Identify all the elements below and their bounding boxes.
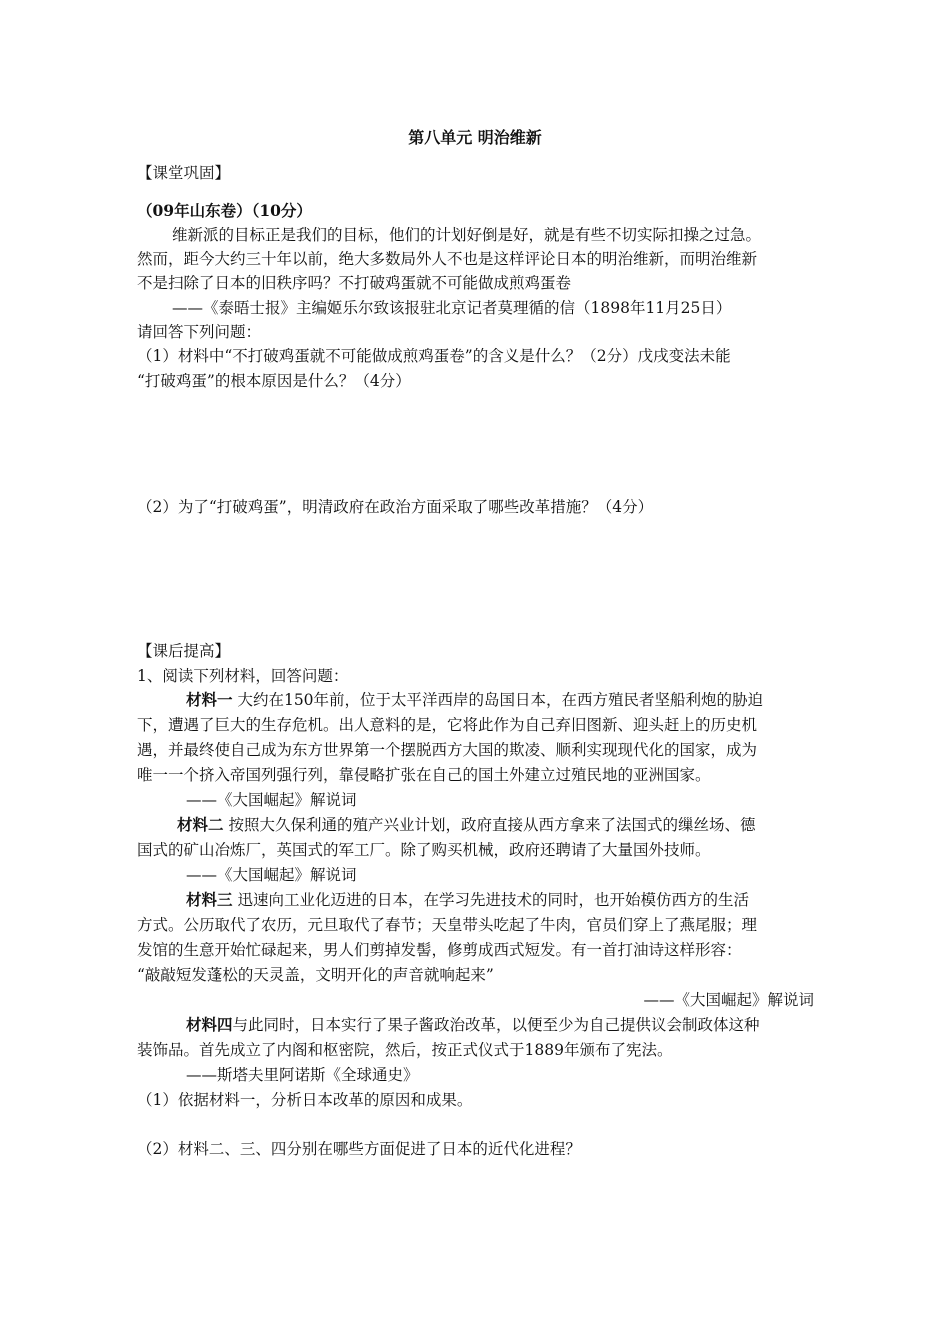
material-1-text: 大约在150年前，位于太平洋西岸的岛国日本，在西方殖民者坚船利炮的胁迫	[237, 691, 764, 709]
material-2-attribution: ——《大国崛起》解说词	[186, 866, 357, 884]
material-2-line	[177, 814, 755, 836]
material-1-attribution: ——《大国崛起》解说词	[186, 791, 357, 809]
material-1-line: 下，遭遇了巨大的生存危机。出人意料的是，它将此作为自己弃旧图新、迎头赶上的历史机	[137, 716, 758, 734]
passage-line: 不是扫除了日本的旧秩序吗？不打破鸡蛋就不可能做成煎鸡蛋卷	[137, 274, 572, 292]
material-3-line: “敲敲短发蓬松的天灵盖，文明开化的声音就响起来”	[137, 966, 494, 984]
question-2: （2）为了“打破鸡蛋”，明清政府在政治方面采取了哪些改革措施？（4分）	[137, 498, 654, 516]
material-4-line: 装饰品。首先成立了内阁和枢密院，然后，按正式仪式于1889年颁布了宪法。	[137, 1041, 673, 1059]
page-title: 第八单元 明治维新	[408, 128, 542, 147]
material-3-line: 发馆的生意开始忙碌起来，男人们剪掉发髻，修剪成西式短发。有一首打油诗这样形容：	[137, 941, 742, 959]
material-1-label: 材料一	[186, 690, 233, 709]
material-3-label: 材料三	[186, 890, 233, 909]
material-2-line: 国式的矿山冶炼厂，英国式的军工厂。除了购买机械，政府还聘请了大量国外技师。	[137, 841, 711, 859]
material-1-line: 唯一一个挤入帝国列强行列，靠侵略扩张在自己的国土外建立过殖民地的亚洲国家。	[137, 766, 711, 784]
after-class-question-2: （2）材料二、三、四分别在哪些方面促进了日本的近代化进程？	[137, 1140, 581, 1158]
material-4-label: 材料四	[186, 1015, 233, 1034]
material-4-attribution: ——斯塔夫里阿诺斯《全球通史》	[186, 1066, 419, 1084]
material-3-attribution: ——《大国崛起》解说词	[643, 991, 814, 1009]
question-1-line: “打破鸡蛋”的根本原因是什么？（4分）	[137, 372, 411, 390]
section-heading-after-class: 【课后提高】	[137, 642, 231, 660]
after-class-question-1: （1）依据材料一，分析日本改革的原因和成果。	[137, 1091, 473, 1109]
passage-line: 维新派的目标正是我们的目标，他们的计划好倒是好，就是有些不切实际扣操之过急。	[172, 226, 762, 244]
passage-line: 然而，距今大约三十年以前，绝大多数局外人不也是这样评论日本的明治维新，而明治维新	[137, 250, 758, 268]
material-3-text: 迅速向工业化迈进的日本，在学习先进技术的同时，也开始模仿西方的生活	[237, 891, 749, 909]
material-1-line	[186, 689, 763, 711]
reading-intro: 1、阅读下列材料，回答问题：	[137, 667, 349, 685]
question-1-line: （1）材料中“不打破鸡蛋就不可能做成煎鸡蛋卷”的含义是什么？（2分）戊戌变法未能	[137, 347, 731, 365]
material-2-label: 材料二	[177, 815, 224, 834]
material-3-line	[186, 889, 749, 911]
material-2-text: 按照大久保利通的殖产兴业计划，政府直接从西方拿来了法国式的缫丝场、德	[228, 816, 756, 834]
material-4-text: 与此同时，日本实行了果子酱政治改革，以便至少为自己提供议会制政体这种	[232, 1016, 760, 1034]
material-1-line: 遇，并最终使自己成为东方世界第一个摆脱西方大国的欺凌、顺利实现现代化的国家，成为	[137, 741, 758, 759]
section-heading-classroom: 【课堂巩固】	[137, 164, 231, 182]
answer-prompt: 请回答下列问题：	[137, 323, 262, 341]
material-4-line	[186, 1014, 760, 1036]
question-source: （09年山东卷）（10分）	[137, 201, 312, 220]
material-3-line: 方式。公历取代了农历，元旦取代了春节；天皇带头吃起了牛肉，官员们穿上了燕尾服；理	[137, 916, 758, 934]
passage-attribution: ——《泰晤士报》主编姬乐尔致该报驻北京记者莫理循的信（1898年11月25日）	[172, 299, 732, 317]
